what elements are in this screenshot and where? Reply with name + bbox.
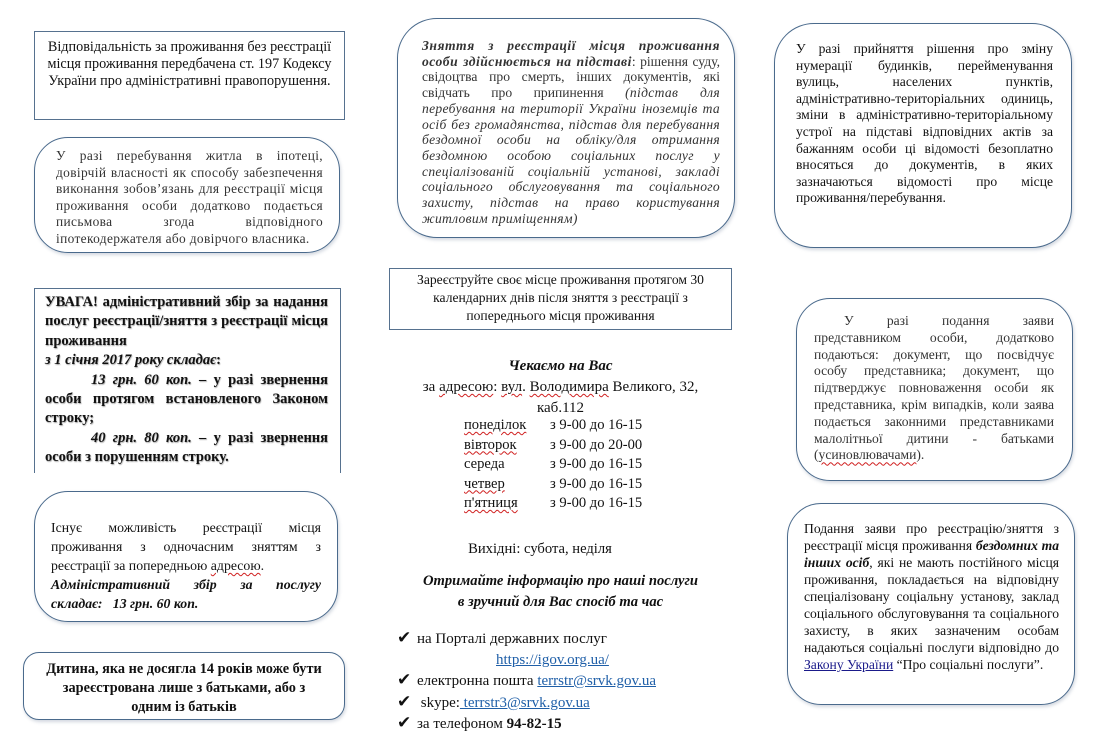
contact-skype: ✔ skype: terrstr3@srvk.gov.ua: [397, 691, 590, 712]
representative-box: [796, 298, 1073, 481]
fee-box: [34, 288, 341, 473]
simultaneous-fee: Адміністративний збір за послугу складає: 13 грн. 60 коп.: [51, 577, 321, 611]
phone-number: 94-82-15: [506, 716, 562, 732]
fee1-amount: 13 грн. 60 коп.: [91, 371, 192, 388]
hours-row-monday: понеділок з 9-00 до 16-15: [464, 417, 643, 433]
child-text: Дитина, яка не досягла 14 років може бути зареєстрована лише з батьками, або з одним із батьків: [46, 661, 322, 715]
representative-text: У разі подання заяви представником особи, додатково подаються: документ, що посвідчує особу представника; документ, що підтверджує повноваження особи як представника, крім випадків, коли заява подається законними представниками малолітньої дитини - батьками (усиновлювачами).: [814, 313, 1054, 463]
simultaneous-registration-box: [34, 491, 338, 622]
email-link[interactable]: terrstr@srvk.gov.ua: [537, 673, 656, 689]
simultaneous-text: Існує можливість реєстрації місця проживання з одночасним зняттям з реєстрації за попередньою адресою.: [51, 520, 321, 573]
skype-link[interactable]: terrstr3@srvk.gov.ua: [459, 694, 590, 711]
weekend: Вихідні: субота, неділя: [468, 541, 612, 557]
deregistration-heading: Зняття з реєстрації місця проживання особи здійснюється на підставі: [422, 38, 720, 69]
check-icon: ✔: [397, 691, 412, 712]
register-reminder-box: [389, 268, 732, 330]
fee2-amount: 40 грн. 80 коп.: [91, 429, 192, 446]
liability-box: [34, 31, 345, 120]
portal-link[interactable]: https://igov.org.ua/: [496, 651, 609, 668]
hours-row-friday: п'ятниця з 9-00 до 16-15: [464, 495, 643, 511]
homeless-box: [787, 503, 1075, 705]
liability-text: Відповідальність за проживання без реєстрації місця проживання передбачена ст. 197 Кодексу України про адміністративні правопорушення.: [47, 39, 332, 90]
contact-portal: ✔ на Порталі державних послуг: [397, 628, 607, 648]
contact-phone: ✔ за телефоном 94-82-15: [397, 713, 562, 733]
renaming-box: [774, 23, 1072, 248]
fee-date-line: з 1 січня 2017 року складає:: [45, 352, 221, 369]
deregistration-text: Зняття з реєстрації місця проживання особи здійснюється на підставі: рішення суду, свідоцтва про смерть, інших документів, які свідчать про припинення (підстав для перебування на території України іноземців та осіб без громадянства, підстав для перебування бездомної особи на обліку/для отримання бездомною особою соціальних послуг у спеціалізованій соціальній установі, закладі соціального обслуговування та соціального захисту, підстав на право користування житловим приміщенням): [422, 38, 720, 226]
simultaneous-content: [35, 492, 337, 613]
office-hours: [464, 416, 704, 514]
deregistration-box: [397, 18, 735, 238]
register-reminder-text: Зареєструйте своє місце проживання протягом 30 календарних днів після зняття з реєстрації з попереднього місця проживання: [417, 272, 704, 323]
fee-heading: УВАГА! адміністративний збір за надання послуг реєстрації/зняття з реєстрації місця проживання: [45, 294, 328, 349]
law-link[interactable]: Закону України: [804, 657, 894, 672]
check-icon: ✔: [397, 713, 412, 733]
fee-normal: 13 грн. 60 коп. – у разі звернення особи протягом встановленого Законом строку;: [45, 371, 329, 427]
hours-row-thursday: четвер з 9-00 до 16-15: [464, 475, 643, 492]
contact-list: [397, 628, 737, 735]
mortgage-text: У разі перебування житла в іпотеці, довірчій власності як способу забезпечення виконання зобов’язань для реєстрації місця проживання особи додатково подається письмова згода відповідного іпотекодержателя або довірчого власника.: [56, 148, 323, 246]
check-icon: ✔: [397, 628, 412, 648]
check-icon: ✔: [397, 670, 412, 690]
child-box: [23, 652, 345, 720]
fee-content: [35, 289, 340, 468]
address: за адресою: вул. Володимира Великого, 32,: [422, 379, 699, 395]
hours-row-wednesday: середа з 9-00 до 16-15: [464, 456, 643, 472]
mortgage-box: [34, 137, 340, 253]
homeless-text: Подання заяви про реєстрацію/зняття з реєстрації місця проживання бездомних та інших осіб, які не мають постійного місця проживання, покладається на відповідну спеціалізовану соціальну установу, заклад соціального обслуговування та соціального захисту, в яких зазначеним особам надаються соціальні послуги відповідно до Закону України “Про соціальні послуги”.: [804, 521, 1059, 672]
visit-heading: Чекаємо на Вас: [508, 358, 613, 374]
contact-email: ✔ електронна пошта terrstr@srvk.gov.ua: [397, 670, 656, 690]
fee-late: 40 грн. 80 коп. – у разі звернення особи з порушенням строку.: [45, 429, 329, 466]
room: каб.112: [536, 400, 585, 416]
renaming-text: У разі прийняття рішення про зміну нумерації будинків, перейменування вулиць, населених пунктів, адміністративно-територіальних одиниць, зміни в адміністративно-територіальному устрої на підставі відповідних актів за бажанням особи ці відомості безоплатно вносяться до документів, в яких зазначаються відомості про місце проживання/перебування.: [796, 41, 1053, 206]
info-heading: Отримайте інформацію про наші послуги в зручний для Вас спосіб та час: [422, 573, 699, 610]
hours-row-tuesday: вівторок з 9-00 до 20-00: [464, 436, 643, 453]
